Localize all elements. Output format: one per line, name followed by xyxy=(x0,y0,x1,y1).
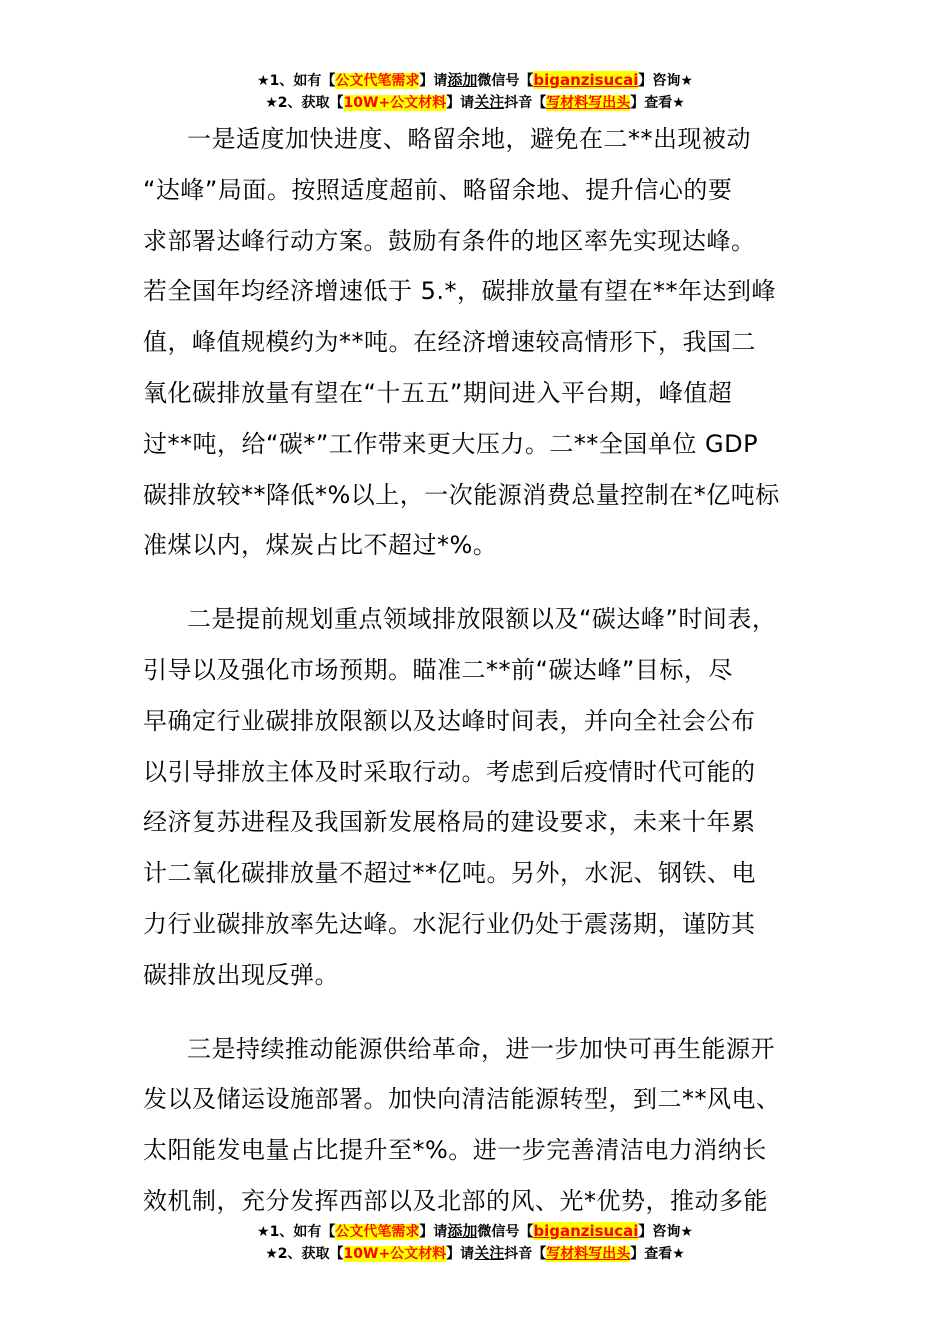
banner-line1-mid2: 微信号【 xyxy=(477,1224,534,1240)
banner-line1-mid1: 】请 xyxy=(419,1224,448,1240)
footer-banner xyxy=(0,1220,950,1264)
banner-line1-mid2: 微信号【 xyxy=(477,73,534,89)
text-line: 引导以及强化市场预期。瞄准二**前“碳达峰”目标，尽 xyxy=(143,655,733,684)
text-line: 值，峰值规模约为**吨。在经济增速较高情形下，我国二 xyxy=(143,328,756,357)
banner-line2-mid1: 】请 xyxy=(446,95,475,111)
banner-line2-mid1: 】请 xyxy=(446,1246,475,1262)
header-banner xyxy=(0,69,950,113)
text-line: 经济复苏进程及我国新发展格局的建设要求，未来十年累 xyxy=(143,808,756,837)
text-line: “达峰”局面。按照适度超前、略留余地、提升信心的要 xyxy=(143,175,733,204)
paragraph-2 xyxy=(143,594,833,1000)
banner-line2-mid2: 抖音【 xyxy=(504,95,547,111)
banner-line1-suffix: 】咨询★ xyxy=(638,1224,693,1240)
follow-text: 关注 xyxy=(474,1244,505,1262)
follow-text: 关注 xyxy=(474,93,505,111)
banner-line1-suffix: 】咨询★ xyxy=(638,73,693,89)
document-body xyxy=(143,114,833,1227)
text-line: 发以及储运设施部署。加快向清洁能源转型，到二**风电、 xyxy=(143,1085,781,1114)
text-line: 计二氧化碳排放量不超过**亿吨。另外，水泥、钢铁、电 xyxy=(143,859,756,888)
text-line: 三是持续推动能源供给革命，进一步加快可再生能源开 xyxy=(187,1034,775,1063)
text-line: 效机制，充分发挥西部以及北部的风、光*优势，推动多能 xyxy=(143,1186,768,1215)
wechat-id-highlight[interactable]: biganzisucai xyxy=(533,71,639,89)
douyin-name-highlight[interactable]: 写材料写出头 xyxy=(546,1246,631,1262)
materials-highlight: 10W+公文材料 xyxy=(343,95,447,111)
materials-highlight: 10W+公文材料 xyxy=(343,1246,447,1262)
banner-line2-prefix: ★2、获取【 xyxy=(265,1246,344,1262)
text-line: 求部署达峰行动方案。鼓励有条件的地区率先实现达峰。 xyxy=(143,226,756,255)
text-line: 碳排放出现反弹。 xyxy=(143,960,339,989)
text-line: 早确定行业碳排放限额以及达峰时间表，并向全社会公布 xyxy=(143,706,756,735)
douyin-name-highlight[interactable]: 写材料写出头 xyxy=(546,95,631,111)
banner-line-1 xyxy=(0,69,950,91)
banner-line2-prefix: ★2、获取【 xyxy=(265,95,344,111)
banner-line2-suffix: 】查看★ xyxy=(630,95,685,111)
banner-line2-suffix: 】查看★ xyxy=(630,1246,685,1262)
text-line: 力行业碳排放率先达峰。水泥行业仍处于震荡期，谨防其 xyxy=(143,909,756,938)
banner-line2-mid2: 抖音【 xyxy=(504,1246,547,1262)
banner-line-1 xyxy=(0,1220,950,1242)
paragraph-1 xyxy=(143,114,833,571)
banner-line1-mid1: 】请 xyxy=(419,73,448,89)
text-line: 过**吨，给“碳*”工作带来更大压力。二**全国单位 GDP xyxy=(143,429,759,458)
banner-line1-prefix: ★1、如有【 xyxy=(257,73,336,89)
service-highlight: 公文代笔需求 xyxy=(335,1224,420,1240)
text-line: 碳排放较**降低*%以上，一次能源消费总量控制在*亿吨标 xyxy=(143,480,780,509)
banner-line-2 xyxy=(0,1242,950,1264)
text-line: 若全国年均经济增速低于 5.*，碳排放量有望在**年达到峰 xyxy=(143,277,777,306)
banner-line-2 xyxy=(0,91,950,113)
text-line: 准煤以内，煤炭占比不超过*%。 xyxy=(143,531,498,560)
add-text: 添加 xyxy=(447,1222,478,1240)
wechat-id-highlight[interactable]: biganzisucai xyxy=(533,1222,639,1240)
text-line: 太阳能发电量占比提升至*%。进一步完善清洁电力消纳长 xyxy=(143,1136,767,1165)
service-highlight: 公文代笔需求 xyxy=(335,73,420,89)
paragraph-3 xyxy=(143,1024,833,1227)
banner-line1-prefix: ★1、如有【 xyxy=(257,1224,336,1240)
text-line: 氧化碳排放量有望在“十五五”期间进入平台期，峰值超 xyxy=(143,378,733,407)
add-text: 添加 xyxy=(447,71,478,89)
text-line: 一是适度加快进度、略留余地，避免在二**出现被动 xyxy=(187,125,751,153)
text-line: 二是提前规划重点领域排放限额以及“碳达峰”时间表， xyxy=(187,605,777,634)
text-line: 以引导排放主体及时采取行动。考虑到后疫情时代可能的 xyxy=(143,757,756,786)
